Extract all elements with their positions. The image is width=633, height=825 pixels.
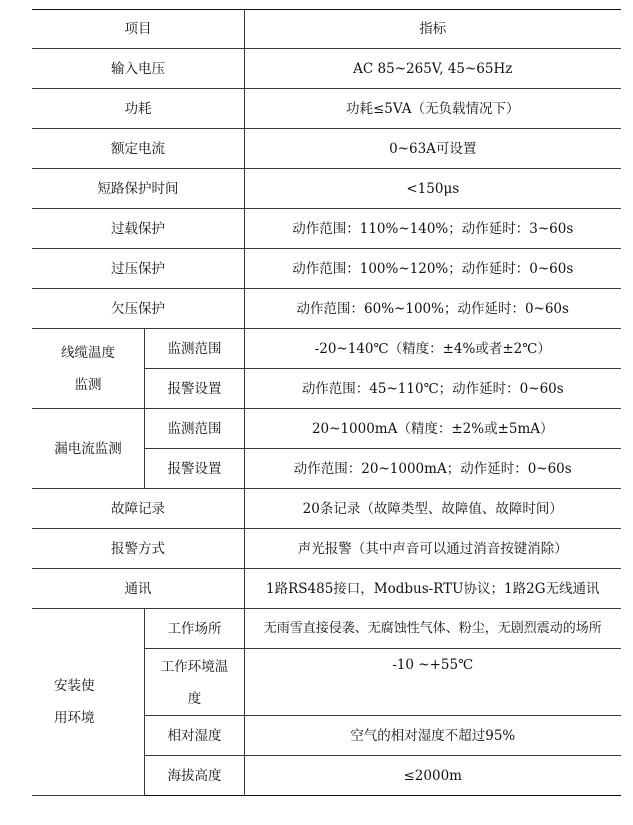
spec-table — [32, 9, 621, 796]
row-label: 额定电流 — [32, 129, 245, 169]
row-label: 功耗 — [32, 89, 245, 129]
row-sublabel: 相对湿度 — [145, 716, 245, 756]
install-label-line2: 用环境 — [54, 710, 95, 726]
row-value: 动作范围：45~110℃；动作延时：0~60s — [245, 369, 621, 409]
leakage-label: 漏电流监测 — [32, 409, 145, 489]
row-label: 过压保护 — [32, 249, 245, 289]
table-row — [32, 289, 621, 329]
row-value: -10 ~+55℃ — [245, 649, 621, 716]
row-value: 动作范围：60%~100%；动作延时：0~60s — [245, 289, 621, 329]
row-value: 20条记录（故障类型、故障值、故障时间） — [245, 489, 621, 529]
row-sublabel: 监测范围 — [145, 409, 245, 449]
row-label: 过载保护 — [32, 209, 245, 249]
header-item: 项目 — [32, 10, 245, 49]
row-label: 报警方式 — [32, 529, 245, 569]
table-row — [32, 329, 621, 369]
work-temp-label-line2: 度 — [187, 691, 202, 707]
table-row — [32, 49, 621, 89]
table-row — [32, 529, 621, 569]
row-sublabel: 工作场所 — [145, 609, 245, 649]
row-value: 动作范围：110%~140%；动作延时：3~60s — [245, 209, 621, 249]
row-value: 0~63A可设置 — [245, 129, 621, 169]
row-sublabel: 海拔高度 — [145, 756, 245, 796]
row-sublabel: 监测范围 — [145, 329, 245, 369]
row-value: 空气的相对湿度不超过95% — [245, 716, 621, 756]
table-row — [32, 409, 621, 449]
row-value: AC 85~265V, 45~65Hz — [245, 49, 621, 89]
table-row — [32, 489, 621, 529]
row-label: 通讯 — [32, 569, 245, 609]
table-row — [32, 89, 621, 129]
row-value: 声光报警（其中声音可以通过消音按键消除） — [245, 529, 621, 569]
table-row — [32, 169, 621, 209]
row-value: 功耗≤5VA（无负载情况下） — [245, 89, 621, 129]
install-label — [32, 609, 145, 796]
row-sublabel: 报警设置 — [145, 369, 245, 409]
row-label: 欠压保护 — [32, 289, 245, 329]
row-value: -20~140℃（精度：±4%或者±2℃） — [245, 329, 621, 369]
table-row — [32, 609, 621, 649]
cable-temp-label-line2: 监测 — [74, 376, 102, 393]
table-row — [32, 249, 621, 289]
cable-temp-label — [32, 329, 145, 409]
work-temp-label-line1: 工作环境温 — [160, 659, 229, 675]
row-value: 1路RS485接口，Modbus-RTU协议；1路2G无线通讯 — [245, 569, 621, 609]
row-label: 输入电压 — [32, 49, 245, 89]
table-header-row — [32, 10, 621, 49]
row-label: 故障记录 — [32, 489, 245, 529]
install-label-line1: 安装使 — [54, 678, 95, 694]
table-row — [32, 129, 621, 169]
row-value: ≤2000m — [245, 756, 621, 796]
header-index: 指标 — [245, 10, 621, 49]
table-row — [32, 569, 621, 609]
cable-temp-label-line1: 线缆温度 — [61, 344, 115, 361]
row-value: 无雨雪直接侵袭、无腐蚀性气体、粉尘，无剧烈震动的场所 — [245, 609, 621, 649]
work-temp-label — [145, 649, 245, 716]
row-value: 动作范围：20~1000mA；动作延时：0~60s — [245, 449, 621, 489]
row-value: 动作范围：100%~120%；动作延时：0~60s — [245, 249, 621, 289]
row-sublabel: 报警设置 — [145, 449, 245, 489]
row-value: 20~1000mA（精度：±2%或±5mA） — [245, 409, 621, 449]
table-row — [32, 209, 621, 249]
row-value: <150μs — [245, 169, 621, 209]
row-label: 短路保护时间 — [32, 169, 245, 209]
